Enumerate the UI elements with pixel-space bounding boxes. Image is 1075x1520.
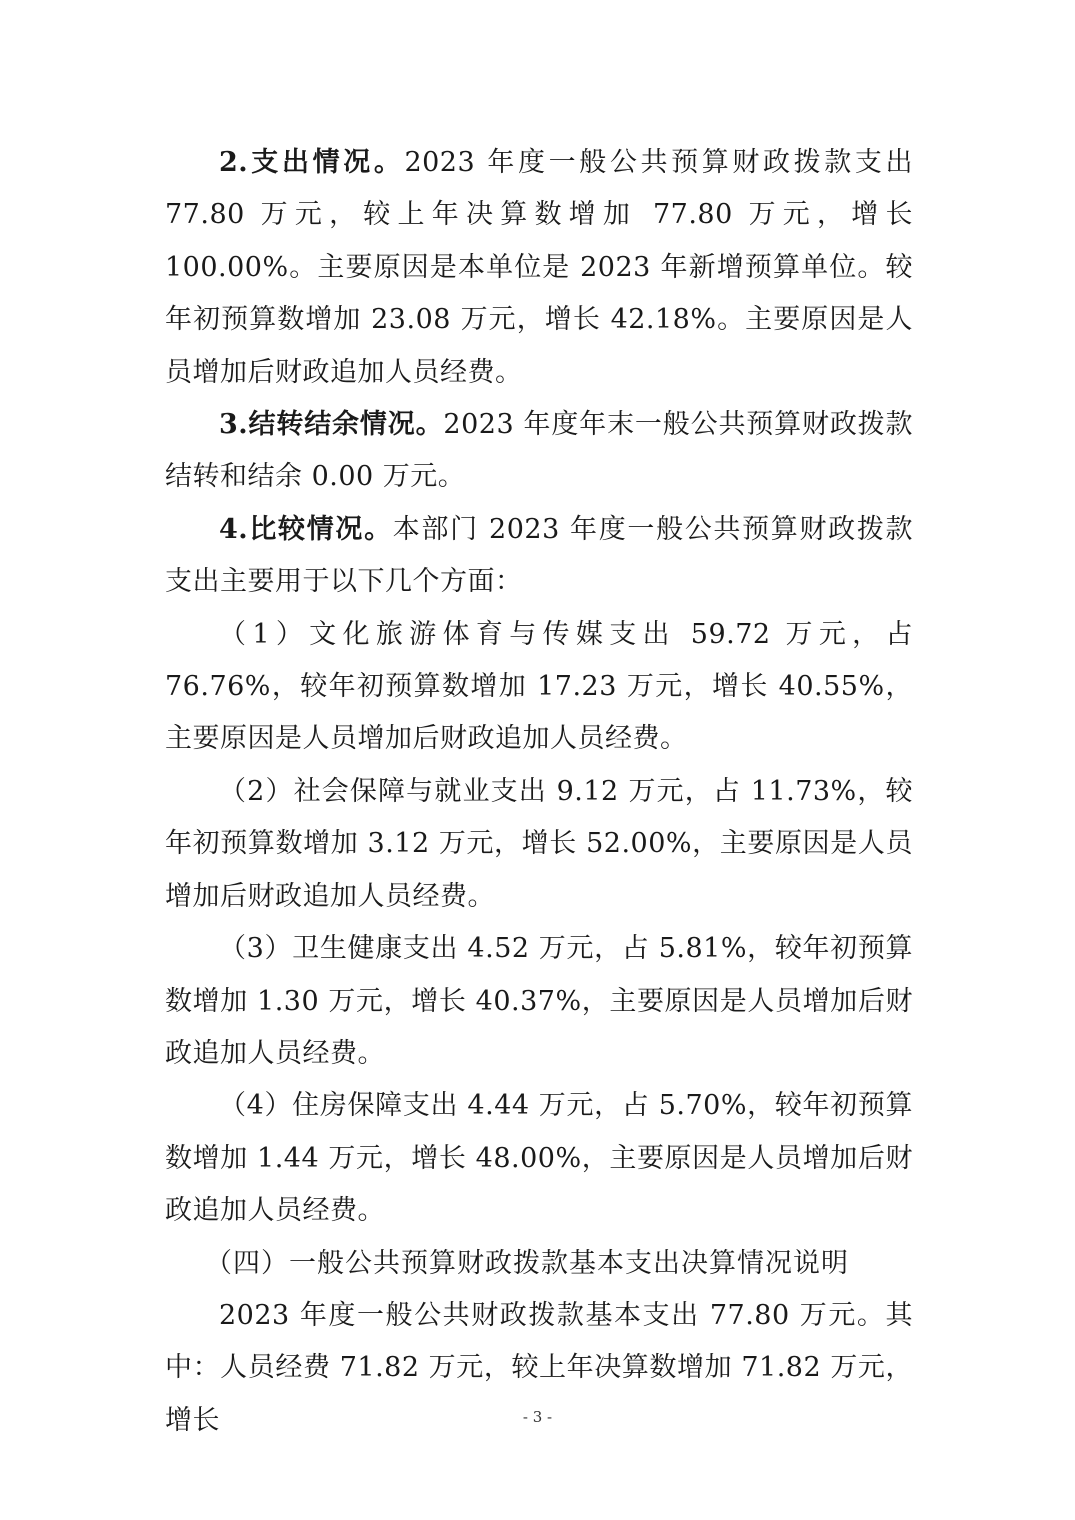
paragraph-text-carryover: 2023 年度年末一般公共预算财政拨款结转和结余 0.00 万元。 bbox=[165, 409, 913, 493]
document-body bbox=[165, 137, 913, 1447]
paragraph-text-comparison: 本部门 2023 年度一般公共预算财政拨款支出主要用于以下几个方面： bbox=[165, 513, 913, 598]
paragraph-text-item-4: （4）住房保障支出 4.44 万元，占 5.70%，较年初预算数增加 1.44 万元，增长 48.00%，主要原因是人员增加后财政追加人员经费。 bbox=[165, 1090, 913, 1227]
paragraph-basic-expenditure: 2023 年度一般公共财政拨款基本支出 77.80 万元。其中：人员经费 71.82 万元，较上年决算数增加 71.82 万元，增长 bbox=[165, 1299, 913, 1436]
paragraph-text-expenditure: 2023 年度一般公共预算财政拨款支出 77.80 万元，较上年决算数增加 77.80 万元，增长 100.00%。主要原因是本单位是 2023 年新增预算单位。较年初预算数增加 23.08 万元，增长 42.18%。主要原因是人员增加后财政追加人员经费。 bbox=[165, 147, 914, 388]
paragraph-item-1 bbox=[165, 609, 913, 766]
section-heading: （四）一般公共预算财政拨款基本支出决算情况说明 bbox=[205, 1247, 849, 1279]
paragraph-lead-carryover: 3.结转结余情况。 bbox=[219, 409, 444, 441]
paragraph-comparison bbox=[165, 504, 913, 609]
paragraph-item-3 bbox=[165, 923, 913, 1080]
paragraph-lead-expenditure: 2.支出情况。 bbox=[219, 147, 405, 178]
paragraph-text-item-1: （1）文化旅游体育与传媒支出 59.72 万元，占 76.76%，较年初预算数增加 17.23 万元，增长 40.55%，主要原因是人员增加后财政追加人员经费。 bbox=[165, 618, 913, 755]
paragraph-item-2 bbox=[165, 766, 913, 923]
paragraph-item-4 bbox=[165, 1080, 913, 1237]
page-number: - 3 - bbox=[522, 1408, 553, 1426]
paragraph-text-item-2: （2）社会保障与就业支出 9.12 万元，占 11.73%，较年初预算数增加 3.12 万元，增长 52.00%，主要原因是人员增加后财政追加人员经费。 bbox=[165, 775, 913, 912]
paragraph-carryover bbox=[165, 399, 913, 504]
paragraph-expenditure bbox=[165, 137, 913, 399]
paragraph-lead-comparison: 4.比较情况。 bbox=[219, 513, 393, 545]
paragraph-text-item-3: （3）卫生健康支出 4.52 万元，占 5.81%，较年初预算数增加 1.30 万元，增长 40.37%，主要原因是人员增加后财政追加人员经费。 bbox=[165, 933, 913, 1069]
